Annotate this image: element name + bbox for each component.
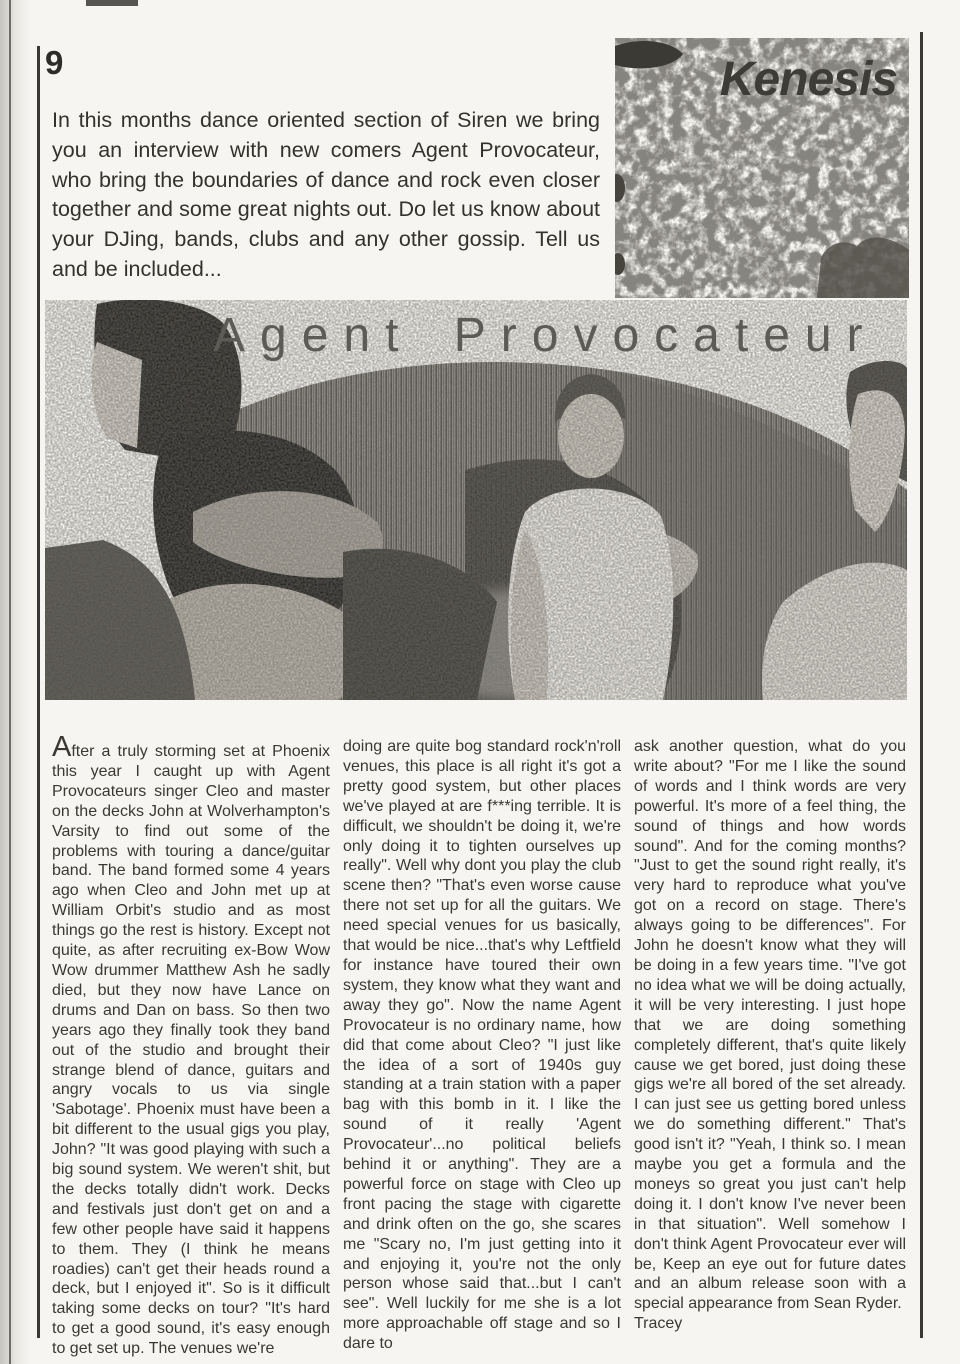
- kenesis-logo-text: Kenesis: [719, 53, 897, 106]
- band-photo: [45, 300, 907, 700]
- headline: Agent Provocateur: [213, 309, 878, 362]
- page-number: 9: [45, 44, 64, 81]
- scan-edge-band: [0, 0, 30, 1364]
- scan-edge-line: [9, 0, 11, 1364]
- article-column-2: doing are quite bog standard rock'n'roll venues, this place is all right it's got a pretty good system, but other places we've played at are f***ing terrible. It is difficult, we shouldn't be doing it, we're only doing it to tighten ourselves up really". Well why dont you play the club scene then? "That's even worse cause there not set up for all the guitars. We need special venues for us basically, that would be nice...that's why Leftfield for instance have toured their own system, they know what they want and away they go". Now the name Agent Provocateur is no ordinary name, how did that come about Cleo? "I just like the idea of a sort of 1940s guy standing at a train station with a paper bag with this bomb in it. I like the sound of it really 'Agent Provocateur'...no political beliefs behind it or anything". They are a powerful force on stage with Cleo up front pacing the stage with cigarette and drink often on the go, she scares me "Scary no, I'm just getting into it and enjoying it, you're not the only person whose said that...but I can't see". Well luckily for me she is a lot more approachable off stage and so I dare to: [343, 738, 621, 1353]
- article-column-3-wrap: [634, 737, 906, 1359]
- article-column-3: ask another question, what do you write about? "For me I like the sound of words and I think words are very powerful. It's more of a feel thing, the sound of things and how words sound". And for the coming months? "Just to get the sound right really, it's very hard to reproduce what you've got on a record on stage. There's always going to be differences". For John he doesn't know what they will be doing in a few years time. "I've got no idea what we will be doing actually, it will be very interesting. I just hope that we are doing something completely different, that's quite likely cause we get bored, just doing these gigs we're all bored of the set already. I can just see us getting bored unless we do something different." That's good isn't it? "Yeah, I think so. I mean maybe you get a formula and the moneys so great you just can't help doing it. I don't know I've never been in that situation". Well somehow I don't think Agent Provocateur ever will be, Keep an eye out for future dates and an album release soon with a special appearance from Sean Ryder.: [634, 738, 906, 1313]
- article-column-1: After a truly storming set at Phoenix this year I caught up with Agent Provocateurs singer Cleo and master on the decks John at Wolverhampton's Varsity to find out some of the problems with touring a dance/guitar band. The band formed some 4 years ago when Cleo and John met up at William Orbit's studio and as most things go the rest is history. Except not quite, as after recruiting ex-Bow Wow Wow drummer Matthew Ash he sadly died, but they now have Lance on drums and Dan on bass. So then two years ago they finally took they band out of the studio and brought their strange blend of dance, guitars and angry vocals to us via single 'Sabotage'. Phoenix must have been a bit different to the usual gigs you play, John? "It was good playing with such a big sound system. We weren't shit, but the decks totally didn't work. Decks and festivals just don't get on and a few other people have said it happens to them. They (I think he means roadies) can't get their heads round a deck, but I enjoyed it". So is it difficult taking some decks on tour? "It's hard to get a good sound, it's easy enough to get set up. The venues we're: [52, 731, 330, 1358]
- article-columns: [52, 731, 906, 1359]
- byline: Tracey: [634, 1315, 683, 1333]
- kenesis-logo-box: [615, 38, 909, 298]
- intro-paragraph: In this months dance oriented section of Siren we bring you an interview with new comers Agent Provocateur, who bring the boundaries of dance and rock even closer together and some great nights out. Do let us know about your DJing, bands, clubs and any other gossip. Tell us and be included...: [52, 108, 600, 281]
- left-rule: [37, 46, 40, 1338]
- right-rule: [920, 32, 923, 1338]
- scan-artifact: [86, 0, 138, 6]
